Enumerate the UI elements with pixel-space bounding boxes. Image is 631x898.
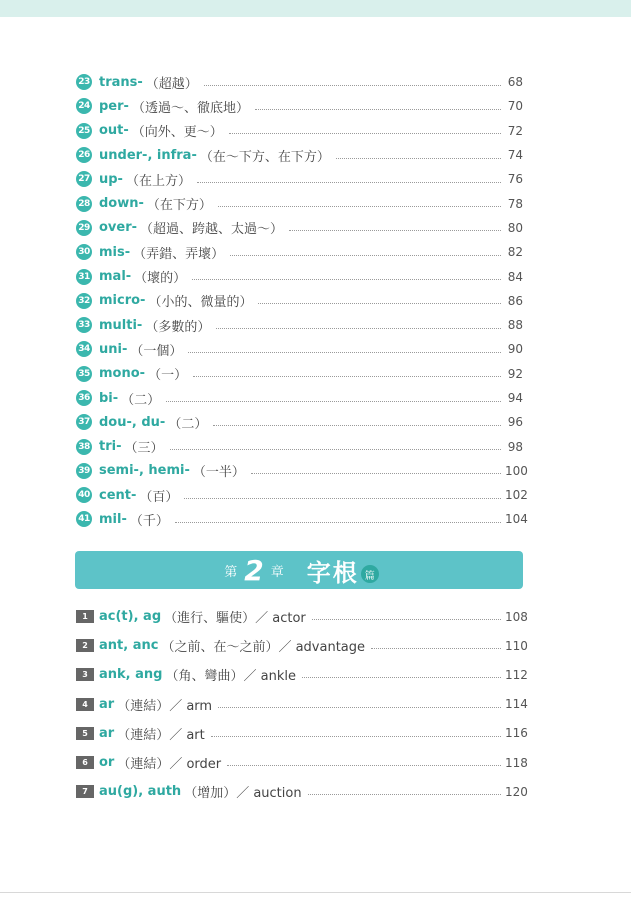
entry-meaning: （二） — [168, 416, 208, 432]
toc-entry[interactable] — [76, 362, 523, 386]
entry-meaning: （百） — [139, 489, 179, 505]
entry-root: or — [99, 755, 115, 771]
toc-entry[interactable] — [76, 660, 528, 689]
entry-page-number: 84 — [507, 269, 523, 284]
entry-root: ant, anc — [99, 638, 159, 654]
dot-leader — [211, 736, 501, 737]
entry-number-badge: 39 — [76, 463, 92, 479]
entry-root: ac(t), ag — [99, 609, 162, 625]
entry-meaning: （連結）／ arm — [117, 698, 213, 714]
entry-number-badge: 40 — [76, 487, 92, 503]
entry-meaning: （多數的） — [145, 319, 211, 335]
dot-leader — [166, 401, 501, 402]
entry-page-number: 102 — [505, 488, 528, 503]
entry-root: au(g), auth — [99, 784, 182, 800]
entry-page-number: 92 — [507, 366, 523, 381]
entry-page-number: 80 — [507, 220, 523, 235]
toc-entry[interactable] — [76, 507, 528, 531]
entry-number-badge: 5 — [76, 727, 94, 740]
chapter-number: 2 — [244, 553, 264, 587]
entry-page-number: 90 — [507, 342, 523, 357]
dot-leader — [336, 158, 501, 159]
toc-entry[interactable] — [76, 748, 528, 777]
entry-prefix: per- — [99, 98, 129, 114]
entry-number-badge: 36 — [76, 390, 92, 406]
entry-number-badge: 31 — [76, 269, 92, 285]
entry-number-badge: 26 — [76, 147, 92, 163]
entry-meaning: （連結）／ order — [117, 757, 222, 773]
entry-page-number: 72 — [507, 123, 523, 138]
dot-leader — [258, 303, 501, 304]
entry-number-badge: 35 — [76, 366, 92, 382]
entry-number-badge: 4 — [76, 698, 94, 711]
toc-entry[interactable] — [76, 631, 528, 660]
entry-number-badge: 24 — [76, 98, 92, 114]
entry-meaning: （壞的） — [134, 271, 187, 287]
entry-prefix: over- — [99, 220, 138, 236]
entry-number-badge: 23 — [76, 74, 92, 90]
entry-page-number: 118 — [505, 755, 528, 770]
entry-page-number: 68 — [507, 75, 523, 90]
entry-page-number: 74 — [507, 148, 523, 163]
entry-meaning: （角、彎曲）／ ankle — [165, 669, 296, 685]
entry-meaning: （在下方） — [146, 198, 212, 214]
entry-meaning: （透過～、徹底地） — [131, 100, 249, 116]
chapter-zhang: 章 — [270, 564, 284, 580]
toc-entry[interactable] — [76, 143, 523, 167]
entry-root: ank, ang — [99, 667, 163, 683]
entry-number-badge: 3 — [76, 668, 94, 681]
entry-page-number: 116 — [505, 726, 528, 741]
entry-meaning: （在～下方、在下方） — [199, 149, 330, 165]
entry-meaning: （增加）／ auction — [184, 786, 302, 802]
entry-prefix: tri- — [99, 439, 122, 455]
entry-prefix: down- — [99, 196, 144, 212]
dot-leader — [308, 794, 501, 795]
dot-leader — [204, 85, 501, 86]
dot-leader — [184, 498, 501, 499]
toc-entry[interactable] — [76, 386, 523, 410]
entry-root: ar — [99, 725, 115, 741]
dot-leader — [170, 449, 502, 450]
entry-meaning: （之前、在～之前）／ advantage — [161, 640, 366, 656]
entry-meaning: （二） — [121, 392, 161, 408]
toc-entry[interactable] — [76, 602, 528, 631]
entry-number-badge: 7 — [76, 785, 94, 798]
entry-number-badge: 29 — [76, 220, 92, 236]
entry-page-number: 120 — [505, 784, 528, 799]
entry-prefix: mil- — [99, 511, 127, 527]
entry-number-badge: 1 — [76, 610, 94, 623]
entry-meaning: （進行、驅使）／ actor — [164, 611, 306, 627]
entry-number-badge: 30 — [76, 244, 92, 260]
toc-entry[interactable] — [76, 337, 523, 361]
dot-leader — [289, 230, 501, 231]
entry-page-number: 94 — [507, 391, 523, 405]
dot-leader — [312, 619, 501, 620]
entry-meaning: （在上方） — [125, 173, 191, 189]
dot-leader — [175, 522, 501, 523]
entry-meaning: （超越） — [145, 76, 198, 92]
dot-leader — [216, 328, 501, 329]
entry-page-number: 98 — [507, 439, 523, 454]
entry-page-number: 108 — [505, 609, 528, 624]
entry-meaning: （超過、跨越、太過～） — [140, 222, 284, 238]
toc-entry[interactable] — [76, 94, 523, 118]
chapter2-toc-list — [76, 602, 528, 806]
entry-page-number: 86 — [507, 293, 523, 308]
toc-entry[interactable] — [76, 410, 523, 434]
entry-page-number: 76 — [507, 172, 523, 187]
entry-meaning: （一半） — [192, 465, 245, 481]
entry-number-badge: 28 — [76, 196, 92, 212]
entry-prefix: mal- — [99, 269, 132, 285]
entry-number-badge: 27 — [76, 171, 92, 187]
dot-leader — [193, 376, 501, 377]
toc-entry[interactable] — [76, 483, 528, 507]
toc-entry[interactable] — [76, 70, 523, 94]
toc-entry[interactable] — [76, 216, 523, 240]
toc-entry[interactable] — [76, 289, 523, 313]
toc-entry[interactable] — [76, 719, 528, 748]
bottom-divider — [0, 892, 631, 893]
entry-prefix: multi- — [99, 317, 143, 333]
dot-leader — [192, 279, 501, 280]
entry-number-badge: 32 — [76, 293, 92, 309]
toc-entry[interactable] — [76, 167, 523, 191]
entry-prefix: under-, infra- — [99, 147, 197, 163]
entry-page-number: 104 — [505, 512, 528, 527]
chapter-tag-badge: 篇 — [361, 565, 379, 583]
entry-meaning: （向外、更～） — [131, 125, 223, 141]
chapter1-toc-list — [76, 70, 528, 532]
dot-leader — [188, 352, 501, 353]
toc-entry[interactable] — [76, 240, 523, 264]
entry-prefix: dou-, du- — [99, 414, 166, 430]
entry-page-number: 82 — [507, 245, 523, 260]
dot-leader — [302, 677, 501, 678]
entry-prefix: uni- — [99, 341, 128, 357]
entry-prefix: cent- — [99, 487, 137, 503]
entry-number-badge: 2 — [76, 639, 94, 652]
dot-leader — [230, 255, 501, 256]
entry-meaning: （弄錯、弄壞） — [133, 246, 225, 262]
toc-entry[interactable] — [76, 191, 523, 215]
dot-leader — [197, 182, 501, 183]
entry-page-number: 100 — [505, 463, 528, 478]
entry-root: ar — [99, 696, 115, 712]
entry-number-badge: 37 — [76, 414, 92, 430]
entry-prefix: up- — [99, 171, 123, 187]
entry-number-badge: 33 — [76, 317, 92, 333]
entry-meaning: （三） — [124, 441, 164, 457]
dot-leader — [218, 707, 501, 708]
entry-meaning: （一個） — [130, 343, 183, 359]
toc-entry[interactable] — [76, 777, 528, 806]
entry-number-badge: 6 — [76, 756, 94, 769]
entry-prefix: micro- — [99, 293, 146, 309]
entry-number-badge: 34 — [76, 341, 92, 357]
dot-leader — [255, 109, 501, 110]
dot-leader — [251, 473, 501, 474]
entry-number-badge: 25 — [76, 123, 92, 139]
entry-meaning: （小的、微量的） — [148, 295, 253, 311]
dot-leader — [371, 648, 501, 649]
entry-meaning: （連結）／ art — [117, 727, 205, 743]
toc-entry[interactable] — [76, 690, 528, 719]
dot-leader — [218, 206, 501, 207]
toc-entry[interactable] — [76, 264, 523, 288]
entry-prefix: bi- — [99, 390, 119, 406]
toc-entry[interactable] — [76, 459, 528, 483]
entry-prefix: semi-, hemi- — [99, 463, 190, 479]
entry-meaning: （一） — [148, 368, 188, 384]
toc-entry[interactable] — [76, 434, 523, 458]
chapter2-banner — [75, 551, 523, 589]
entry-page-number: 96 — [507, 415, 523, 430]
entry-prefix: trans- — [99, 74, 143, 90]
chapter-di: 第 — [224, 564, 238, 580]
entry-page-number: 70 — [507, 99, 523, 114]
entry-page-number: 114 — [505, 697, 528, 712]
entry-number-badge: 41 — [76, 511, 92, 527]
entry-prefix: mis- — [99, 244, 131, 260]
toc-entry[interactable] — [76, 313, 523, 337]
top-color-bar — [0, 0, 631, 17]
entry-meaning: （千） — [129, 513, 169, 529]
entry-prefix: out- — [99, 123, 129, 139]
entry-page-number: 88 — [507, 318, 523, 333]
entry-page-number: 78 — [507, 196, 523, 211]
entry-number-badge: 38 — [76, 439, 92, 455]
chapter-title: 字根 — [306, 558, 359, 587]
dot-leader — [229, 133, 501, 134]
dot-leader — [227, 765, 501, 766]
entry-page-number: 110 — [505, 638, 528, 653]
entry-prefix: mono- — [99, 366, 146, 382]
entry-page-number: 112 — [505, 667, 528, 682]
toc-entry[interactable] — [76, 119, 523, 143]
dot-leader — [213, 425, 501, 426]
